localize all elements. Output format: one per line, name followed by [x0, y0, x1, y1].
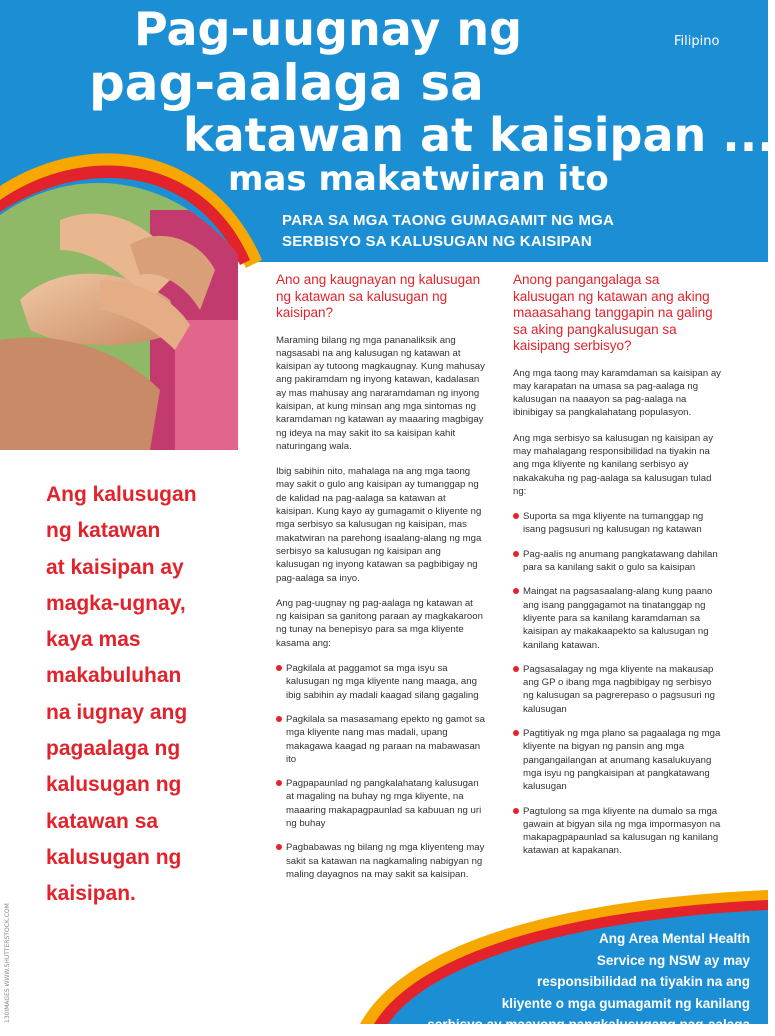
list-item-text: Pagkilala at paggamot sa mga isyu sa kalusugan ng mga kliyente nang maaga, ang ibig sabihin ay madali kaagad silang gagaling [286, 663, 479, 701]
list-item-text: Pagpapaunlad ng pangkalahatang kalusugan at magaling na buhay ng mga kliyente, na maaaring makapagpaunlad sa kabuuan ng uri ng buhay [286, 778, 482, 829]
photo-credit [4, 905, 16, 1023]
benefits-list [276, 662, 486, 881]
callout-line: kliyente o mga gumagamit ng kanilang [501, 995, 750, 1011]
quote-line: na iugnay ang [46, 700, 188, 724]
paragraph: Ibig sabihin nito, mahalaga na ang mga taong may sakit o gulo ang kaisipan ay tumanggap ng de kalidad na pag-aalaga sa katawan at kaisipan. Kung kayo ay gumagamit o kliyente ng mga serbisyo sa kalusugan ng kaisipan, mas makatwiran na parehong isaalang-alang ng mga serbisyo sa kalusugan ng kaisipan ang kalusugan ng inyong katawan sa pagbibigay ng pag-aalaga sa inyo. [276, 466, 482, 584]
callout-line: responsibilidad na tiyakin na ang [536, 974, 750, 989]
list-item-text: Pagtitiyak ng mga plano sa pagaalaga ng mga kliyente na bigyan ng pansin ang mga pangangailangan at anumang kasalukuyang mga isyu ng pangkaisipan at pangkatawang kalusugan [523, 728, 721, 793]
bullet-icon [276, 716, 282, 722]
subtitle-line-2: SERBISYO SA KALUSUGAN NG KAISIPAN [282, 233, 592, 250]
paragraph: Maraming bilang ng mga pananaliksik ang nagsasabi na ang kalusugan ng katawan at kaisipan ay tutoong magkaugnay. Kung mahusay ang pakiramdam ng inyong katawan, kadalasan ay mas mahusay ang nararamdaman ng inyong kaisipan, at kung minsan ang mga sintomas ng karamdaman ng katawan ay maaaring magbigay ng ideya na may sakit ito sa kaisipan kahit naturingang wala. [276, 334, 485, 452]
list-item [276, 662, 486, 702]
section-heading: Ano ang kaugnayan ng kalusugan ng katawan sa kalusugan ng kaisipan? [276, 272, 481, 320]
quote-line: kalusugan ng [46, 773, 182, 797]
bullet-icon [276, 665, 282, 671]
bullet-icon [276, 780, 282, 786]
quote-line: katawan sa [46, 809, 159, 833]
list-item-text: Pag-aalis ng anumang pangkatawang dahilan para sa kanilang sakit o gulo sa kaisipan [523, 548, 718, 574]
quote-line: kaya mas [46, 628, 141, 652]
bullet-icon [513, 666, 519, 672]
list-item [513, 510, 723, 537]
list-item [276, 713, 486, 766]
list-item [513, 585, 723, 651]
photo-credit-text: 130IMAGES WWW.SHUTTERSTOCK.COM [4, 903, 11, 1023]
title-line-3: katawan at kaisipan ... [183, 108, 775, 162]
list-item [513, 727, 723, 793]
language-label: Filipino [674, 34, 720, 49]
paragraph: Ang pag-uugnay ng pag-aalaga ng katawan at ng kaisipan sa ganitong paraan ay magkakaroon ng tunay na benepisyo para sa mga kliyente kasama ang: [276, 597, 483, 649]
title-line-2: pag-aalaga sa [89, 54, 484, 112]
list-item-text: Pagkilala sa masasamang epekto ng gamot sa mga kliyente nang mas madali, upang makagawa kaagad ng paraan na mabawasan ito [286, 713, 485, 765]
quote-line: kalusugan ng [46, 845, 182, 869]
list-item [513, 663, 723, 716]
quote-line: pagaalaga ng [46, 737, 181, 761]
list-item-text: Pagtulong sa mga kliyente na dumalo sa mga gawain at bigyan sila ng mga impormasyon na makapagpapaunlad sa kalusugan ng kanilang katawan at kapakanan. [523, 805, 721, 857]
column-right [513, 272, 723, 869]
quote-line: magka-ugnay, [46, 591, 186, 615]
quote-line: makabuluhan [46, 664, 182, 688]
quote-line: at kaisipan ay [46, 555, 184, 579]
callout-text [420, 928, 750, 1036]
list-item [276, 777, 486, 830]
bullet-icon [276, 844, 282, 850]
list-item [513, 805, 723, 858]
bullet-icon [513, 551, 519, 557]
bullet-icon [513, 730, 519, 736]
paragraph: Ang mga taong may karamdaman sa kaisipan ay may karapatan na umasa sa pag-aalaga ng kalusugan na naaayon sa pag-aalaga na ibinibigay sa pangkalahatang populasyon. [513, 367, 721, 419]
callout-line: Service ng NSW ay may [596, 952, 750, 968]
paragraph: Ang mga serbisyo sa kalusugan ng kaisipan ay may mahalagang responsibilidad na tiyakin na ang mga kliyente ng kanilang serbisyo ay nakakakuha ng pag-aalaga sa kalusugan tulad ng: [513, 432, 713, 497]
section-heading: Anong pangangalaga sa kalusugan ng katawan ang aking maaasahang tanggapin na galing sa aking pangkalusugan sa kaisipang serbisyo? [513, 272, 713, 353]
subtitle [282, 210, 614, 252]
title-line-4: mas makatwiran ito [228, 159, 609, 199]
column-left [276, 272, 486, 892]
care-list [513, 510, 723, 858]
pull-quote [46, 477, 266, 913]
list-item-text: Pagsasalagay ng mga kliyente na makausap ang GP o ibang mga nagbibigay ng serbisyo ng kalusugan sa pagrerepaso o pagsusuri ng kalusugan [523, 663, 716, 715]
list-item-text: Pagbabawas ng bilang ng mga kliyenteng may sakit sa katawan na nagkamaling nabigyan ng maling dayagnos na may sakit sa kaisipan. [286, 842, 485, 880]
quote-line: Ang kalusugan [46, 483, 197, 506]
quote-line: ng katawan [46, 519, 161, 543]
list-item-text: Suporta sa mga kliyente na tumanggap ng isang pagsusuri ng kalusugan ng katawan [523, 511, 704, 536]
callout-line: Ang Area Mental Health [598, 931, 750, 946]
quote-line: kaisipan. [46, 882, 136, 906]
title-line-1: Pag-uugnay ng [134, 2, 523, 56]
bullet-icon [513, 513, 519, 519]
bullet-icon [513, 808, 519, 814]
list-item [276, 841, 486, 881]
bullet-icon [513, 588, 519, 594]
list-item [513, 548, 723, 575]
list-item-text: Maingat na pagsasaalang-alang kung paano ang isang panggagamot na tinatanggap ng kliyente para sa kanilang karamdaman sa kaisipan ay makakaapekto sa kalusugan ng kanilang katawan. [523, 586, 713, 651]
callout-line: serbisyo ay maayong pangkalusugang pag-aalaga [427, 1017, 750, 1032]
subtitle-line-1: PARA SA MGA TAONG GUMAGAMIT NG MGA [282, 212, 615, 229]
